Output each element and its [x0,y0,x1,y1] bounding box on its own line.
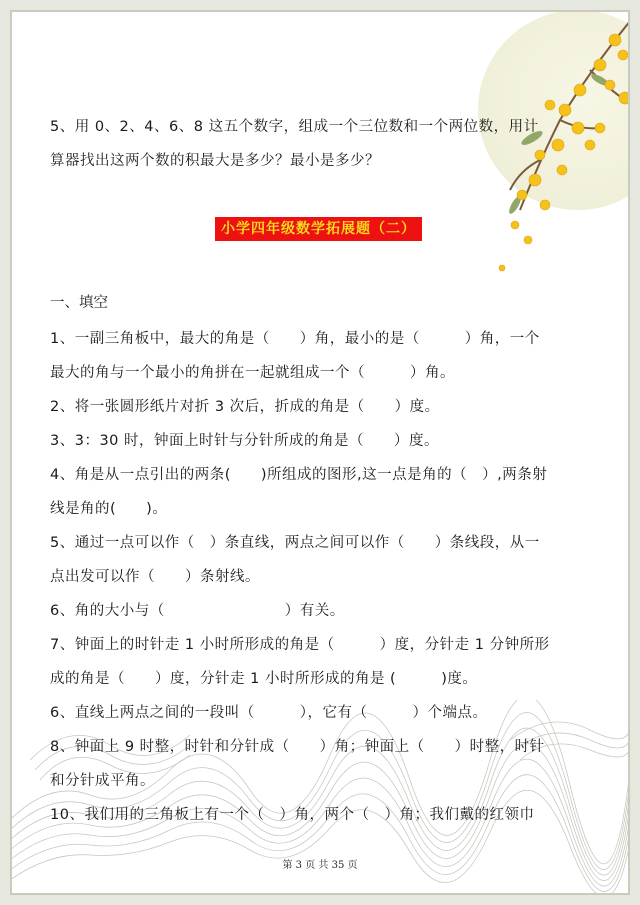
question-line: 5、通过一点可以作（ ）条直线，两点之间可以作（ ）条线段，从一 [50,535,540,551]
question-line: 最大的角与一个最小的角拼在一起就组成一个（ ）角。 [50,365,455,381]
question-line: 和分针成平角。 [50,773,155,789]
question-line: 线是角的( )。 [50,501,168,517]
question-line: 6、角的大小与（ ）有关。 [50,603,345,619]
section-heading: 一、填空 [50,295,108,311]
question-line: 2、将一张圆形纸片对折 3 次后，折成的角是（ ）度。 [50,399,440,415]
section-title [215,217,422,241]
question-line: 成的角是（ ）度，分针走 1 小时所形成的角是 ( )度。 [50,671,478,687]
question-line: 7、钟面上的时针走 1 小时所形成的角是（ ）度，分针走 1 分钟所形 [50,637,550,653]
top-question [50,110,590,178]
title-banner: 小学四年级数学拓展题（二） [215,217,422,241]
page-footer: 第 3 页 共 35 页 [282,860,358,871]
question-line: 1、一副三角板中，最大的角是（ ）角，最小的是（ ）角，一个 [50,331,540,347]
question-line: 6、直线上两点之间的一段叫（ ），它有（ ）个端点。 [50,705,488,721]
question-line: 8、钟面上 9 时整，时针和分针成（ ）角；钟面上（ ）时整，时针 [50,739,545,755]
question-line: 4、角是从一点引出的两条( )所组成的图形,这一点是角的（ ）,两条射 [50,467,548,483]
question-line: 点出发可以作（ ）条射线。 [50,569,260,585]
question-line: 10、我们用的三角板上有一个（ ）角，两个（ ）角；我们戴的红领巾 [50,807,535,823]
question-line: 算器找出这两个数的积最大是多少？最小是多少？ [50,153,380,169]
question-line: 5、用 0、2、4、6、8 这五个数字，组成一个三位数和一个两位数，用计 [50,119,539,135]
question-list [50,322,590,832]
question-line: 3、3：30 时，钟面上时针与分针所成的角是（ ）度。 [50,433,440,449]
